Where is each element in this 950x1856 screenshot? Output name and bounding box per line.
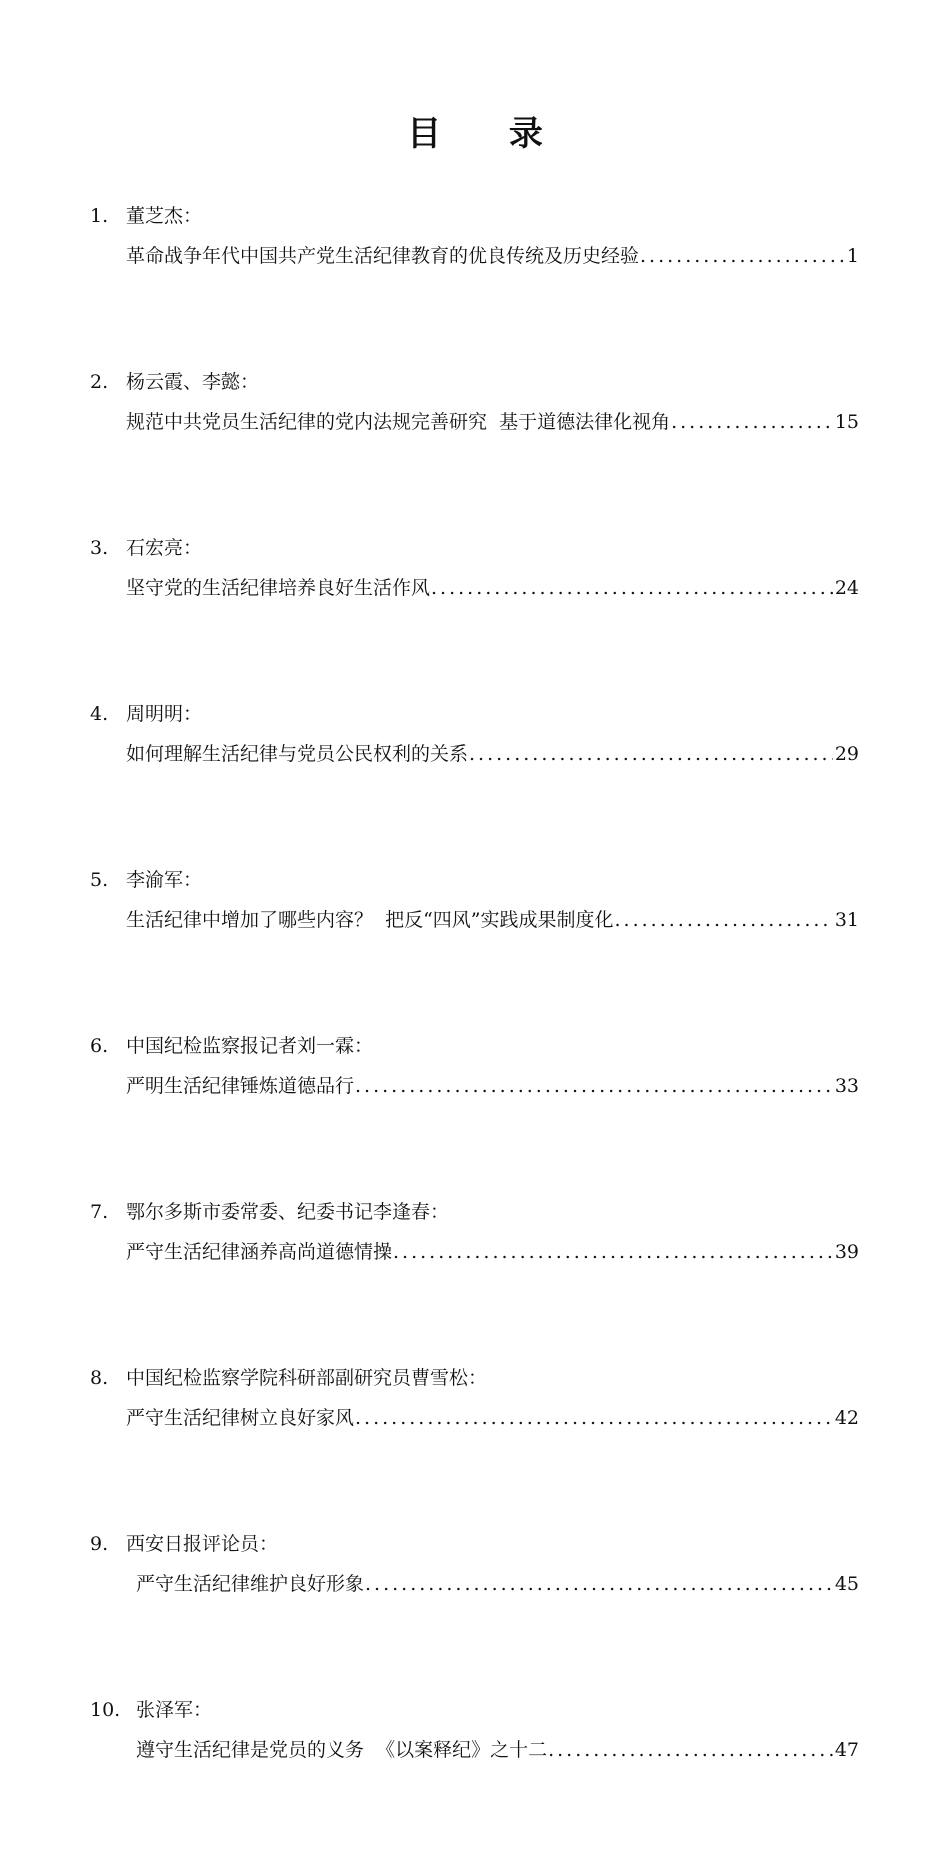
toc-title-line[interactable] xyxy=(136,1730,859,1770)
dot-leader xyxy=(670,402,833,442)
toc-entry-title: 规范中共党员生活纪律的党内法规完善研究 基于道德法律化视角 xyxy=(126,411,671,433)
toc-author: 中国纪检监察报记者刘一霖： xyxy=(126,1035,374,1057)
toc-entry-number: 6. xyxy=(90,1035,109,1057)
toc-author: 鄂尔多斯市委常委、纪委书记李逢春： xyxy=(126,1201,450,1223)
toc-title-line[interactable] xyxy=(126,734,859,774)
table-of-contents xyxy=(0,196,950,1856)
toc-entry-title: 生活纪律中增加了哪些内容？ 把反“四风”实践成果制度化 xyxy=(126,909,614,931)
toc-entry-title: 严明生活纪律锤炼道德品行 xyxy=(126,1075,355,1097)
toc-page-number: 29 xyxy=(834,743,859,765)
toc-page-number: 15 xyxy=(834,411,859,433)
toc-entry-5 xyxy=(0,860,950,1026)
toc-author: 周明明： xyxy=(126,703,203,725)
toc-author-line xyxy=(90,1690,212,1730)
toc-entry-title: 革命战争年代中国共产党生活纪律教育的优良传统及历史经验 xyxy=(126,245,640,267)
toc-page-number: 42 xyxy=(834,1407,859,1429)
toc-author-line xyxy=(90,1192,449,1232)
toc-title-line[interactable] xyxy=(126,236,859,276)
dot-leader xyxy=(430,568,833,608)
toc-title-line[interactable] xyxy=(126,568,859,608)
toc-author-line xyxy=(90,1524,278,1564)
toc-page-number: 47 xyxy=(834,1739,859,1761)
toc-page-number: 39 xyxy=(834,1241,859,1263)
toc-title-line[interactable] xyxy=(126,1232,859,1272)
toc-page-number: 33 xyxy=(834,1075,859,1097)
toc-author-line xyxy=(90,362,259,402)
toc-entry-number: 7. xyxy=(90,1201,109,1223)
toc-entry-title: 严守生活纪律维护良好形象 xyxy=(136,1573,365,1595)
toc-entry-9 xyxy=(0,1524,950,1690)
toc-entry-title: 严守生活纪律树立良好家风 xyxy=(126,1407,355,1429)
toc-author-line xyxy=(90,1026,373,1066)
toc-page-number: 1 xyxy=(846,245,859,267)
toc-entry-number: 8. xyxy=(90,1367,109,1389)
toc-author-line xyxy=(90,860,202,900)
toc-entry-title: 遵守生活纪律是党员的义务 《以案释纪》之十二 xyxy=(136,1739,548,1761)
dot-leader xyxy=(392,1232,833,1272)
toc-entry-number: 3. xyxy=(90,537,109,559)
toc-title-line[interactable] xyxy=(126,1066,859,1106)
dot-leader xyxy=(354,1398,833,1438)
toc-author-line xyxy=(90,1358,487,1398)
toc-author-line xyxy=(90,694,202,734)
dot-leader xyxy=(614,900,833,940)
toc-entry-2 xyxy=(0,362,950,528)
toc-entry-number: 9. xyxy=(90,1533,109,1555)
toc-entry-number: 4. xyxy=(90,703,109,725)
toc-page-number: 45 xyxy=(834,1573,859,1595)
toc-title-line[interactable] xyxy=(126,402,859,442)
toc-entry-6 xyxy=(0,1026,950,1192)
page-title: 目 录 xyxy=(407,114,571,154)
toc-page-number: 31 xyxy=(834,909,859,931)
dot-leader xyxy=(547,1730,833,1770)
dot-leader xyxy=(468,734,833,774)
dot-leader xyxy=(364,1564,833,1604)
toc-entry-7 xyxy=(0,1192,950,1358)
toc-author: 中国纪检监察学院科研部副研究员曹雪松： xyxy=(126,1367,488,1389)
dot-leader xyxy=(354,1066,833,1106)
toc-entry-title: 如何理解生活纪律与党员公民权利的关系 xyxy=(126,743,469,765)
toc-title-line[interactable] xyxy=(126,1398,859,1438)
toc-author-line xyxy=(90,528,202,568)
toc-entry-number: 10. xyxy=(90,1699,121,1721)
toc-author: 李渝军： xyxy=(126,869,203,891)
toc-entry-3 xyxy=(0,528,950,694)
toc-author: 张泽军： xyxy=(136,1699,213,1721)
toc-entry-8 xyxy=(0,1358,950,1524)
toc-author-line xyxy=(90,196,202,236)
dot-leader xyxy=(639,236,845,276)
toc-title-line[interactable] xyxy=(136,1564,859,1604)
toc-page-number: 24 xyxy=(834,577,859,599)
toc-author: 董芝杰： xyxy=(126,205,203,227)
toc-entry-title: 坚守党的生活纪律培养良好生活作风 xyxy=(126,577,431,599)
toc-entry-number: 2. xyxy=(90,371,109,393)
toc-author: 杨云霞、李懿： xyxy=(126,371,260,393)
toc-author: 石宏亮： xyxy=(126,537,203,559)
toc-title-line[interactable] xyxy=(126,900,859,940)
toc-entry-number: 5. xyxy=(90,869,109,891)
toc-entry-4 xyxy=(0,694,950,860)
toc-entry-10 xyxy=(0,1690,950,1856)
toc-entry-title: 严守生活纪律涵养高尚道德情操 xyxy=(126,1241,393,1263)
toc-entry-1 xyxy=(0,196,950,362)
toc-author: 西安日报评论员： xyxy=(126,1533,279,1555)
toc-entry-number: 1. xyxy=(90,205,109,227)
